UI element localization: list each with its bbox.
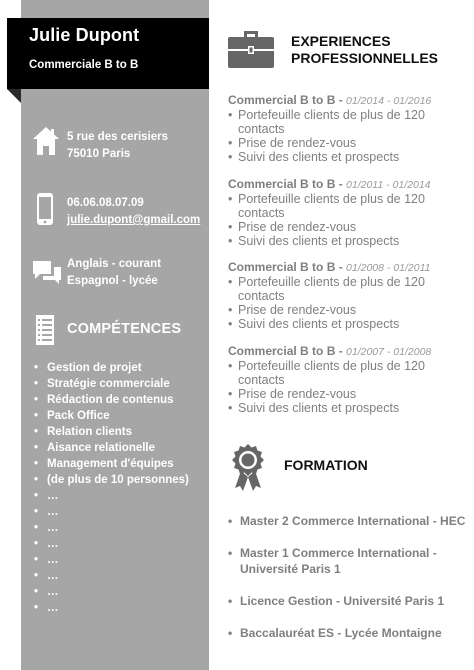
briefcase-icon xyxy=(227,29,275,69)
experience-bullet: • Suivi des clients et prospects xyxy=(228,150,463,164)
experience-bullets xyxy=(228,359,463,415)
languages xyxy=(67,256,161,290)
competence-item: • … xyxy=(34,488,189,504)
competences-title: COMPÉTENCES xyxy=(67,321,182,337)
language-2: Espagnol - lycée xyxy=(67,275,158,287)
experience-bullet: • Prise de rendez-vous xyxy=(228,303,463,317)
competence-item: • … xyxy=(34,584,189,600)
address-line-1: 5 rue des cerisiers xyxy=(67,131,169,143)
job-title: Commerciale B to B xyxy=(29,59,139,71)
formation-item: • Master 2 Commerce International - HEC xyxy=(228,513,468,529)
competences-list xyxy=(34,360,189,616)
experience-entry xyxy=(228,260,463,331)
experience-bullet: • Portefeuille clients de plus de 120 contacts xyxy=(228,192,463,220)
experience-heading: Commercial B to B - 01/2011 - 01/2014 xyxy=(228,177,431,191)
experience-bullet: • Portefeuille clients de plus de 120 contacts xyxy=(228,359,463,387)
contact-info xyxy=(67,195,200,229)
experience-bullet: • Suivi des clients et prospects xyxy=(228,401,463,415)
experience-bullets xyxy=(228,275,463,331)
experience-entry xyxy=(228,344,463,415)
address-line-2: 75010 Paris xyxy=(67,148,131,160)
experience-bullet: • Prise de rendez-vous xyxy=(228,220,463,234)
experience-bullets xyxy=(228,108,463,164)
address xyxy=(67,129,168,163)
award-ribbon-icon xyxy=(230,443,266,493)
experiences-title-line-1: EXPERIENCES xyxy=(291,33,391,49)
experience-dates: 01/2014 - 01/2016 xyxy=(346,95,432,107)
experience-entry xyxy=(228,177,463,248)
competence-item: • Rédaction de contenus xyxy=(34,392,189,408)
person-name: Julie Dupont xyxy=(29,25,140,45)
experience-bullets xyxy=(228,192,463,248)
experience-dates: 01/2011 - 01/2014 xyxy=(346,179,431,191)
competence-item: • Gestion de projet xyxy=(34,360,189,376)
competence-item: • Management d'équipes xyxy=(34,456,189,472)
header-banner xyxy=(7,18,209,89)
experience-heading: Commercial B to B - 01/2014 - 01/2016 xyxy=(228,93,432,107)
experience-bullet: • Suivi des clients et prospects xyxy=(228,234,463,248)
experience-dates: 01/2007 - 01/2008 xyxy=(346,346,432,358)
formation-item: • Baccalauréat ES - Lycée Montaigne xyxy=(228,625,468,641)
experience-bullet: • Portefeuille clients de plus de 120 contacts xyxy=(228,108,463,136)
formation-item: • Master 1 Commerce International - Université Paris 1 xyxy=(228,545,468,577)
formation-list xyxy=(228,513,468,641)
experience-bullet: • Suivi des clients et prospects xyxy=(228,317,463,331)
experience-bullet: • Portefeuille clients de plus de 120 contacts xyxy=(228,275,463,303)
home-icon xyxy=(32,126,60,156)
competence-item: • (de plus de 10 personnes) xyxy=(34,472,189,488)
formation-item: • Licence Gestion - Université Paris 1 xyxy=(228,593,468,609)
experience-bullet: • Prise de rendez-vous xyxy=(228,136,463,150)
competence-item: • … xyxy=(34,552,189,568)
competence-item: • … xyxy=(34,504,189,520)
competence-item: • Relation clients xyxy=(34,424,189,440)
experiences-title-line-2: PROFESSIONNELLES xyxy=(291,50,439,66)
banner-fold xyxy=(7,89,21,103)
chat-bubbles-icon xyxy=(31,259,63,287)
experience-title: Commercial B to B xyxy=(228,344,336,358)
competence-item: • … xyxy=(34,600,189,616)
formation-title: FORMATION xyxy=(284,457,368,473)
experience-heading: Commercial B to B - 01/2007 - 01/2008 xyxy=(228,344,432,358)
competence-item: • Aisance relationelle xyxy=(34,440,189,456)
competence-item: • … xyxy=(34,568,189,584)
experience-title: Commercial B to B xyxy=(228,177,336,191)
experience-title: Commercial B to B xyxy=(228,260,336,274)
smartphone-icon xyxy=(36,192,54,226)
experience-entry xyxy=(228,93,463,164)
competence-item: • … xyxy=(34,536,189,552)
language-1: Anglais - courant xyxy=(67,258,161,270)
competence-item: • Pack Office xyxy=(34,408,189,424)
competence-item: • Stratégie commerciale xyxy=(34,376,189,392)
experiences-title xyxy=(291,33,438,67)
experience-bullet: • Prise de rendez-vous xyxy=(228,387,463,401)
experience-dates: 01/2008 - 01/2011 xyxy=(346,262,431,274)
experience-title: Commercial B to B xyxy=(228,93,336,107)
phone-number: 06.06.08.07.09 xyxy=(67,197,144,209)
email-link[interactable]: julie.dupont@gmail.com xyxy=(67,214,201,226)
experience-heading: Commercial B to B - 01/2008 - 01/2011 xyxy=(228,260,431,274)
competence-item: • … xyxy=(34,520,189,536)
document-list-icon xyxy=(35,314,55,346)
